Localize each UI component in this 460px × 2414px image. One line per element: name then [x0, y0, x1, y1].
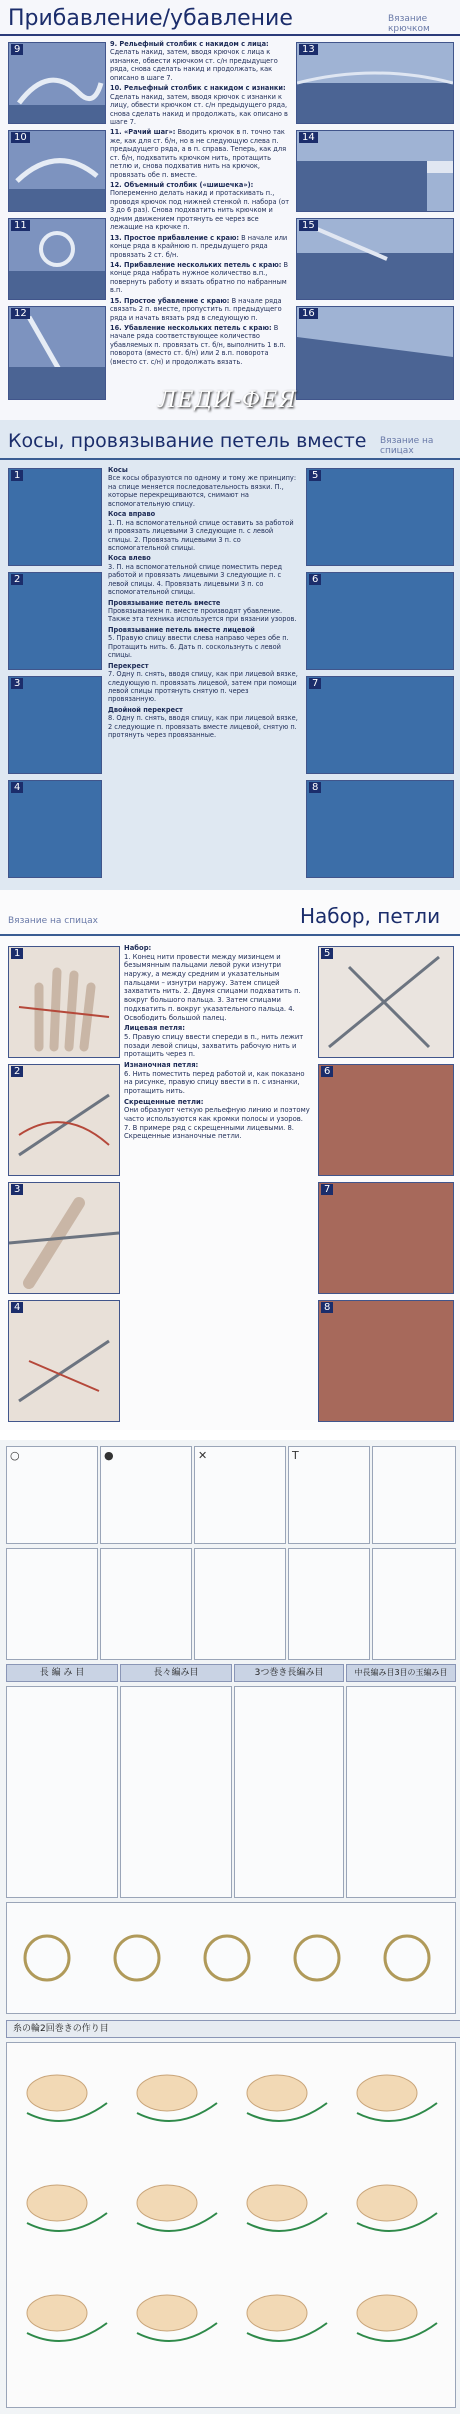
step-number: 16 [299, 308, 318, 319]
row-label: 長々編み目 [120, 1664, 232, 1682]
slip-stitch-symbol-icon: ● [104, 1449, 114, 1462]
title-rule [0, 458, 460, 460]
paragraph-body: В конце ряда набрать нужное количество в.п., повернуть работу и вязать обратно по набранным в.п. [110, 260, 289, 295]
paragraph-heading: Перекрест [108, 661, 149, 670]
diagram-cell [372, 1446, 456, 1544]
step-number: 13 [299, 44, 318, 55]
step-number: 8 [321, 1302, 333, 1313]
step-number: 3 [11, 1184, 23, 1195]
paragraph-heading: Скрещенные петли: [124, 1097, 204, 1106]
diagram-cell [6, 1686, 118, 1898]
paragraph-heading: Провязывание петель вместе лицевой [108, 625, 255, 634]
step-photo [318, 1300, 454, 1422]
paragraph-heading: 11. «Рачий шаг»: [110, 128, 176, 137]
step-number: 12 [11, 308, 30, 319]
step-photo [8, 780, 102, 878]
step-photo [8, 306, 106, 400]
diagram-cell [194, 1548, 286, 1660]
step-number: 9 [11, 44, 23, 55]
paragraph-body: 8. Одну п. снять, вводя спицу, как при лицевой вязке, 2 следующие п. провязать вместе лицевой, снятую п. протянуть через провязанные. [108, 714, 298, 740]
page-title: Косы, провязывание петель вместе [8, 430, 367, 452]
step-photo [296, 130, 454, 212]
hands-diagram-grid [6, 2042, 456, 2408]
instructions-column [108, 466, 298, 876]
diagram-cell [6, 1446, 98, 1544]
step-photo [8, 218, 106, 300]
step-photo [8, 42, 106, 124]
diagram-cell [288, 1446, 370, 1544]
step-photo [8, 946, 120, 1058]
paragraph-body: 5. Правую спицу ввести спереди в п., нить лежит позади левой спицы, захватить рабочую нить и протащить через п. [124, 1032, 304, 1059]
page-cables-knit-together [0, 420, 460, 890]
diagram-cell [194, 1446, 286, 1544]
section-tag: Вязание крючком [388, 14, 430, 34]
paragraph-heading: Коса влево [108, 554, 151, 563]
paragraph-body: Провязыванием п. вместе производят убавление. Также эта техника используется при вязании узоров. [108, 607, 297, 624]
step-photo [8, 468, 102, 566]
step-photo [8, 1064, 120, 1176]
paragraph-heading: 13. Простое прибавление с краю: [110, 233, 240, 242]
instructions-column [110, 40, 290, 400]
step-photo [306, 468, 454, 566]
step-photo [306, 676, 454, 774]
row-label: 3つ巻き長編み目 [234, 1664, 344, 1682]
page-crochet-increase-decrease [0, 0, 460, 420]
row-label: 長 編 み 目 [6, 1664, 118, 1682]
paragraph-heading: 12. Объемный столбик («шишечка»): [110, 181, 254, 189]
section-tag: Вязание на спицах [380, 436, 434, 456]
step-photo [306, 780, 454, 878]
diagram-cell [100, 1548, 192, 1660]
step-number: 8 [309, 782, 321, 793]
paragraph-body: Сделать накид, затем, вводя крючок с изнанки к лицу, обвести крючком ст. с/н предыдущего ряда, снова сделать накид и продолжать, как описано в шаге 7. [110, 92, 288, 126]
step-photo [318, 1182, 454, 1294]
paragraph-body: 5. Правую спицу ввести слева направо через обе п. Протащить нить. 6. Дать п. соскользнуть с левой спицы. [108, 634, 289, 660]
paragraph-body: Они образуют четкую рельефную линию и поэтому часто используются как кромки полосы и узоров. 7. В примере ряд с скрещенными лицевыми. 8. Скрещенные изнаночные петли. [124, 1106, 310, 1141]
step-photo [8, 572, 102, 670]
step-number: 7 [309, 678, 321, 689]
step-number: 14 [299, 132, 318, 143]
step-number: 5 [309, 470, 321, 481]
step-number: 10 [11, 132, 30, 143]
instructions-column [124, 944, 310, 1420]
step-photo [296, 42, 454, 124]
step-photo [8, 1182, 120, 1294]
site-watermark: ЛЕДИ-ФЕЯ [158, 388, 298, 413]
paragraph-heading: Лицевая петля: [124, 1024, 185, 1033]
paragraph-body: 1. П. на вспомогательной спице оставить за работой и провязать лицевыми 3 следующие п. с левой спицы. 2. Провязать лицевыми 3 п. со вспомогательной спицы. [108, 518, 294, 552]
paragraph-body: 1. Конец нити провести между мизинцем и безымянным пальцами левой руки изнутри наружу, а между средним и указательным пальцами – изнутри наружу. Затем спицей захватить нить. 2. Двумя спицами подхватить п. вокруг большого пальца. 3. Затем спицами подхватить п. вокруг указательного пальца. 4. Освободить большой палец. [124, 952, 301, 1022]
step-photo [318, 1064, 454, 1176]
paragraph-body: В начале или конце ряда в крайнюю п. предыдущего ряда провязать 2 ст. б/н. [110, 233, 288, 259]
chain-symbol-icon: ○ [10, 1449, 20, 1462]
paragraph-heading: 14. Прибавление нескольких петель с краю: [110, 260, 282, 269]
diagram-cell [234, 1686, 344, 1898]
page-title: Набор, петли [300, 904, 441, 928]
paragraph-body: В начале ряда соответствующее количество убавляемых п. провязать ст. б/н, выполнить 1 в.п. поворота (вместо ст. б/н) или 2 в.п. поворота (вместо ст. с/н) и продолжать вязать. [110, 324, 286, 366]
paragraph-heading: Косы [108, 466, 128, 474]
paragraph-heading: Набор: [124, 944, 152, 952]
title-rule [0, 34, 460, 36]
step-number: 1 [11, 470, 23, 481]
step-number: 2 [11, 1066, 23, 1077]
section-tag: Вязание на спицах [8, 916, 98, 926]
paragraph-body: Все косы образуются по одному и тому же принципу: на спице меняется последовательность вязки. П., которые перекрещиваются, снимают на вспомогательную спицу. [108, 474, 297, 508]
ring-diagram-row [6, 1902, 456, 2014]
step-number: 15 [299, 220, 318, 231]
step-number: 3 [11, 678, 23, 689]
step-photo [296, 306, 454, 400]
paragraph-body: 3. П. на вспомогательной спице поместить перед работой и провязать лицевыми 3 следующие п. с левой спицы. 4. Провязать лицевыми 3 п. со вспомогательной спицы. [108, 562, 283, 597]
paragraph-body: В начале ряда связать 2 п. вместе, пропустить п. предыдущего ряда и начать вязать ряд в следующую п. [110, 296, 282, 322]
diagram-cell [120, 1686, 232, 1898]
step-number: 2 [11, 574, 23, 585]
paragraph-heading: Двойной перекрест [108, 705, 183, 714]
page-cast-on-stitches [0, 890, 460, 1430]
step-photo [296, 218, 454, 300]
diagram-cell [346, 1686, 456, 1898]
step-number: 6 [309, 574, 321, 585]
page-title: Прибавление/убавление [8, 6, 293, 31]
step-number: 7 [321, 1184, 333, 1195]
step-number: 4 [11, 1302, 23, 1313]
half-double-symbol-icon: T [292, 1449, 299, 1462]
row-label: 中長編み目3目の玉編み目 [346, 1664, 456, 1682]
diagram-cell [100, 1446, 192, 1544]
step-photo [318, 946, 454, 1058]
step-number: 5 [321, 948, 333, 959]
paragraph-body: 7. Одну п. снять, вводя спицу, как при лицевой вязке, следующую п. провязать лицевой, затем при помощи левой спицы протянуть снятую п. через провязанную. [108, 670, 298, 704]
paragraph-heading: 15. Простое убавление с краю: [110, 296, 230, 305]
step-number: 6 [321, 1066, 333, 1077]
single-crochet-symbol-icon: ✕ [198, 1449, 208, 1462]
step-number: 11 [11, 220, 30, 231]
step-number: 1 [11, 948, 23, 959]
diagram-cell [288, 1548, 370, 1660]
paragraph-body: Попеременно делать накид и протаскивать п., проводя крючок под нижней стенкой п. набора (от 3 до 6 раз). Снова подхватить нить крючком и одним движением протянуть ее через все лежащие на крючке п. [110, 189, 290, 232]
paragraph-body: Вводить крючок в п. точно так же, как для ст. б/н, но в не следующую слева п. предыдущего ряда, а в п. справа. Теперь, как для ст. б/н, подхватить крючком нить, протащить петлю и, снова подхватив нить на крючок, провязать обе п. вместе. [110, 128, 287, 179]
paragraph-body: 6. Нить поместить перед работой и, как показано на рисунке, правую спицу ввести в п. с изнанки, протащить нить. [124, 1069, 305, 1095]
paragraph-body: Сделать накид, затем, вводя крючок с лица к изнанке, обвести крючком ст. с/н предыдущего ряда, снова сделать накид и продолжать, как описано в шаге 7. [110, 48, 278, 82]
paragraph-heading: Изнаночная петля: [124, 1060, 199, 1069]
step-photo [8, 676, 102, 774]
paragraph-heading: Коса вправо [108, 510, 156, 519]
paragraph-heading: 9. Рельефный столбик с накидом с лица: [110, 40, 269, 48]
page-crochet-symbol-chart [0, 1440, 460, 2414]
step-photo [8, 130, 106, 212]
diagram-cell [6, 1548, 98, 1660]
step-number: 4 [11, 782, 23, 793]
diagram-cell [372, 1548, 456, 1660]
title-rule [0, 934, 460, 936]
step-photo [306, 572, 454, 670]
section-label: 糸の輪2回巻きの作り目 [6, 2020, 460, 2038]
paragraph-heading: 16. Убавление нескольких петель с краю: [110, 324, 272, 332]
paragraph-heading: Провязывание петель вместе [108, 598, 221, 607]
paragraph-heading: 10. Рельефный столбик с накидом с изнанки: [110, 84, 286, 93]
step-photo [8, 1300, 120, 1422]
